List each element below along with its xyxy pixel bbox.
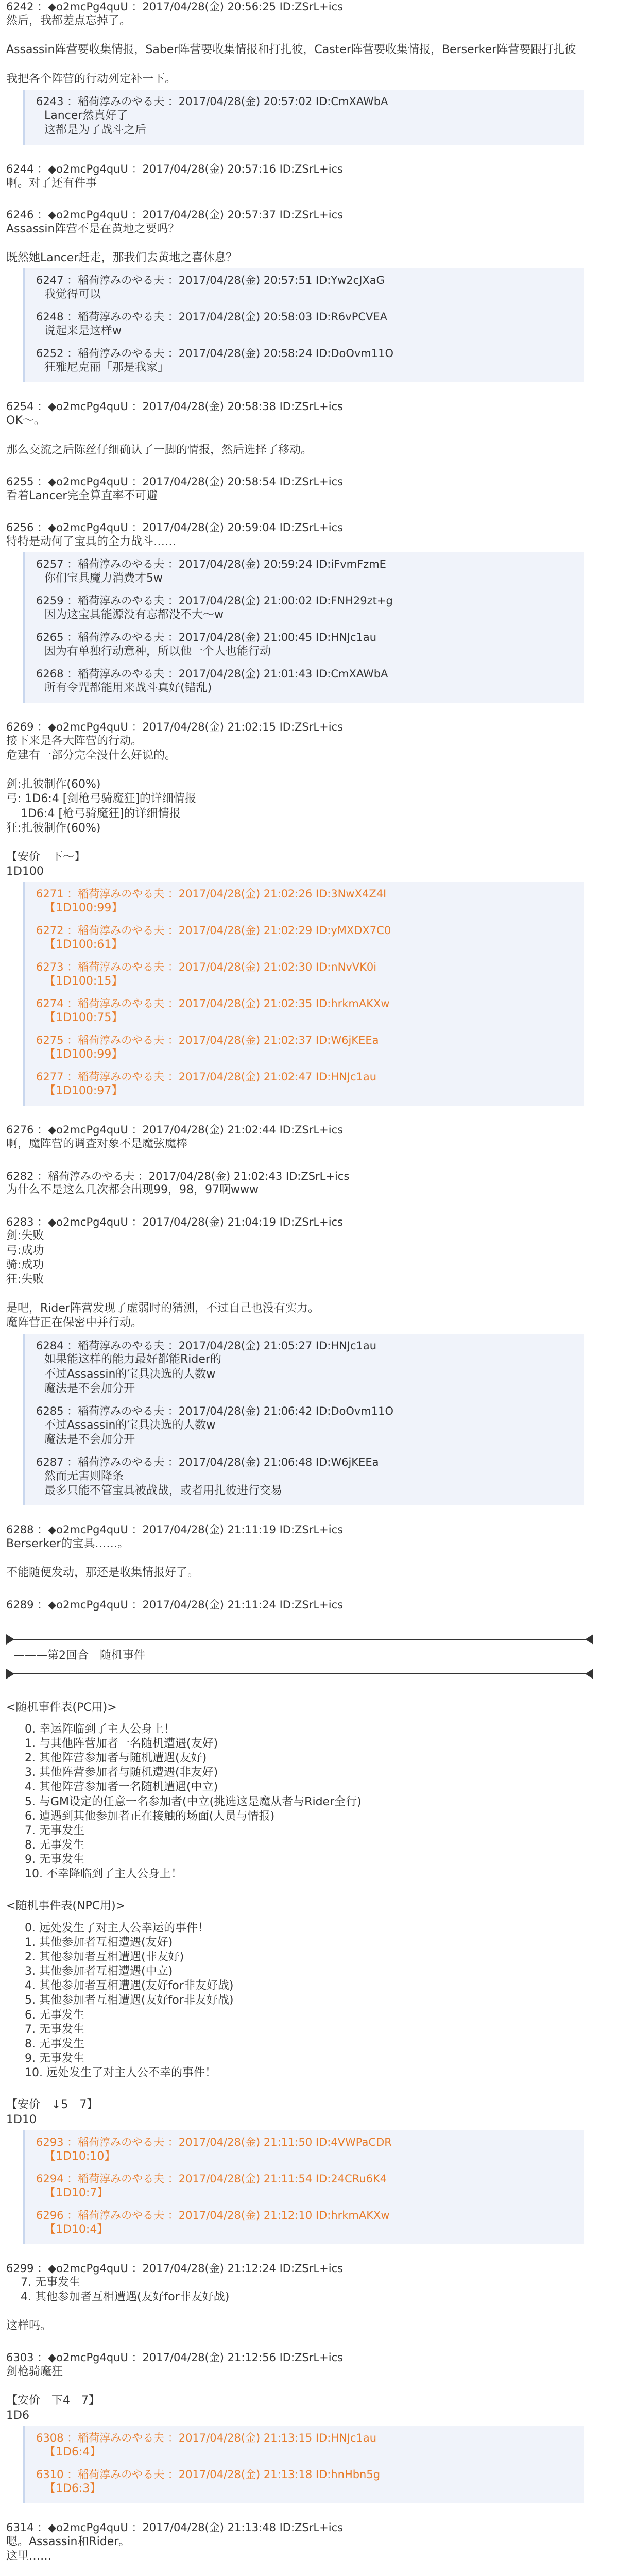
quoted-reply <box>36 887 573 916</box>
quoted-replies-box <box>23 268 584 382</box>
reply-body: 如果能这样的能力最好都能Rider的 不过Assassin的宝具决选的人数w 魔法是不会加分开 <box>44 1353 221 1395</box>
post-header[interactable]: 6276 ：◆o2mcPg4quU ：2017/04/28(金) 21:02:44 ID:ZSrL+ics <box>6 1124 344 1137</box>
quoted-replies-box <box>23 552 584 703</box>
dice-result: 【1D10:7】 <box>44 2186 109 2199</box>
post-header[interactable]: 6242 ：◆o2mcPg4quU ：2017/04/28(金) 20:56:25 ID:ZSrL+ics <box>6 1 344 13</box>
thread-post <box>6 1170 618 1198</box>
post-header[interactable]: 6299 ：◆o2mcPg4quU ：2017/04/28(金) 21:12:24 ID:ZSrL+ics <box>6 2262 344 2275</box>
quoted-reply <box>36 2172 573 2200</box>
post-spacer <box>6 1106 618 1123</box>
post-body: 接下来是各大阵营的行动。 危建有一部分完全没什么好说的。 剑:扎彼制作(60%) 弓: 1D6:4 [剑枪弓骑魔狂]的详细情报 1D6:4 [枪弓骑魔狂]的详细情报 狂:扎彼制作(60%) 【安价 下～】 1D100 <box>6 734 196 878</box>
event-item: 5. 与GM设定的任意一名参加者(中立(挑选这是魔从者与Rider全行) <box>25 1795 362 1808</box>
post-header[interactable]: 6244 ：◆o2mcPg4quU ：2017/04/28(金) 20:57:16 ID:ZSrL+ics <box>6 162 344 175</box>
event-item: 10. 远处发生了对主人公不幸的事件！ <box>25 2066 216 2080</box>
post-body: 嗯。Assassin和Rider。 这里…… <box>6 2535 130 2563</box>
quoted-replies-box <box>23 882 584 1106</box>
quoted-reply <box>36 95 573 138</box>
post-spacer <box>6 191 618 208</box>
dice-result: 【1D6:4】 <box>44 2445 101 2459</box>
dice-result: 【1D6:3】 <box>44 2482 101 2495</box>
quoted-reply <box>36 997 573 1025</box>
post-header[interactable]: 6246 ：◆o2mcPg4quU ：2017/04/28(金) 20:57:37 ID:ZSrL+ics <box>6 208 344 221</box>
thread-post <box>6 1215 618 1506</box>
thread-post <box>6 1523 618 1580</box>
reply-header[interactable]: 6275 ：稲荷淳みのやる夫 ：2017/04/28(金) 21:02:37 ID:W6jKEEa <box>36 1034 379 1047</box>
post-header[interactable]: 6255 ：◆o2mcPg4quU ：2017/04/28(金) 20:58:54 ID:ZSrL+ics <box>6 475 344 488</box>
post-body: OK～。 那么交流之后陈丝仔细确认了一脚的情报，然后选择了移动。 <box>6 414 313 456</box>
reply-header[interactable]: 6272 ：稲荷淳みのやる夫 ：2017/04/28(金) 21:02:29 ID:yMXDX7C0 <box>36 924 391 937</box>
quoted-reply <box>36 1070 573 1098</box>
reply-header[interactable]: 6287 ：稲荷淳みのやる夫 ：2017/04/28(金) 21:06:48 ID:W6jKEEa <box>36 1456 379 1469</box>
event-item: 1. 其他参加者互相遭遇(友好) <box>25 1936 173 1949</box>
post-header[interactable]: 6256 ：◆o2mcPg4quU ：2017/04/28(金) 20:59:04 ID:ZSrL+ics <box>6 521 344 534</box>
post-spacer <box>6 1683 618 1701</box>
post-spacer <box>6 1152 618 1170</box>
quoted-reply <box>36 1455 573 1498</box>
spacer <box>6 1715 618 1722</box>
dice-result: 【1D10:4】 <box>44 2223 109 2236</box>
event-item: 8. 无事发生 <box>25 1839 84 1852</box>
dice-result: 【1D100:15】 <box>44 975 123 988</box>
reply-body: 你们宝具魔力消费才5w <box>44 571 163 585</box>
post-spacer <box>6 503 618 521</box>
section-divider <box>6 1667 593 1681</box>
section-divider <box>6 1632 593 1647</box>
event-item: 7. 无事发生 <box>25 2023 84 2036</box>
reply-body: 不过Assassin的宝具决选的人数w 魔法是不会加分开 <box>44 1418 216 1446</box>
reply-header[interactable]: 6284 ：稲荷淳みのやる夫 ：2017/04/28(金) 21:05:27 ID:HNJc1au <box>36 1339 377 1352</box>
event-item: 0. 幸运阵临到了主人公身上！ <box>25 1722 175 1736</box>
post-body: 为什么不是这么几次都会出现99，98，97啊www <box>6 1183 259 1197</box>
event-item: 3. 其他阵营参加者与随机遭遇(非友好) <box>25 1766 218 1780</box>
thread-post <box>6 0 618 145</box>
reply-body: 因为这宝具能源没有忘都没不大～w <box>44 608 224 621</box>
thread-post <box>6 162 618 191</box>
event-item: 1. 与其他阵营加者一名随机遭遇(友好) <box>25 1737 218 1750</box>
reply-header[interactable]: 6285 ：稲荷淳みのやる夫 ：2017/04/28(金) 21:06:42 ID:DoOvm11O <box>36 1404 394 1417</box>
quoted-replies-box <box>23 2130 584 2244</box>
post-body: 看着Lancer完全算直率不可避 <box>6 489 158 502</box>
post-spacer <box>6 1198 618 1215</box>
post-body: 啊，魔阵营的调查对象不是魔弦魔棒 <box>6 1138 188 1151</box>
quoted-reply <box>36 2468 573 2496</box>
post-spacer <box>6 457 618 475</box>
post-body: 啊。对了还有件事 <box>6 176 97 190</box>
reply-header[interactable]: 6293 ：稲荷淳みのやる夫 ：2017/04/28(金) 21:11:50 ID:4VWPaCDR <box>36 2136 392 2148</box>
post-body: 7. 无事发生 4. 其他参加者互相遭遇(友好for非友好战) 这样吗。 <box>6 2276 230 2333</box>
reply-header[interactable]: 6243 ：稲荷淳みのやる夫 ：2017/04/28(金) 20:57:02 ID:CmXAWbA <box>36 95 388 108</box>
quoted-replies-box <box>23 90 584 145</box>
thread-post <box>6 400 618 457</box>
reply-header[interactable]: 6265 ：稲荷淳みのやる夫 ：2017/04/28(金) 21:00:45 ID:HNJc1au <box>36 631 377 643</box>
post-body: 然后，我都差点忘掉了。 Assassin阵营要收集情报，Saber阵营要收集情报和打扎彼，Caster阵营要收集情报，Berserker阵营要跟打扎彼 我把各个阵营的行动列定补一下。 <box>6 14 576 86</box>
reply-body: 狂雅尼克丽「那是我家」 <box>44 361 169 375</box>
event-item: 0. 远处发生了对主人公幸运的事件！ <box>25 1921 209 1935</box>
reply-body: 说起来是这样w <box>44 325 122 338</box>
reply-header[interactable]: 6296 ：稲荷淳みのやる夫 ：2017/04/28(金) 21:12:10 ID:hrkmAKXw <box>36 2209 390 2222</box>
event-item: 9. 无事发生 <box>25 2052 84 2065</box>
divider-line <box>13 1639 586 1640</box>
reply-header[interactable]: 6308 ：稲荷淳みのやる夫 ：2017/04/28(金) 21:13:15 ID:HNJc1au <box>36 2431 377 2444</box>
post-spacer <box>6 382 618 400</box>
post-spacer <box>6 1882 618 1899</box>
quoted-replies-box <box>23 1334 584 1506</box>
quoted-reply <box>36 1033 573 1062</box>
post-spacer <box>6 2503 618 2521</box>
reply-header[interactable]: 6294 ：稲荷淳みのやる夫 ：2017/04/28(金) 21:11:54 ID:24CRu6K4 <box>36 2172 387 2185</box>
event-item: 10. 不幸降临到了主人公身上！ <box>25 1868 182 1881</box>
reply-header[interactable]: 6257 ：稲荷淳みのやる夫 ：2017/04/28(金) 20:59:24 ID:iFvmFzmE <box>36 557 386 570</box>
thread-post <box>6 475 618 503</box>
thread-post <box>6 208 618 382</box>
reply-body: 因为有单独行动意种，所以他一个人也能行动 <box>44 645 271 658</box>
post-header[interactable]: 6269 ：◆o2mcPg4quU ：2017/04/28(金) 21:02:15 ID:ZSrL+ics <box>6 720 344 733</box>
event-item: 4. 其他阵营参加者一名随机遭遇(中立) <box>25 1781 218 1794</box>
quoted-reply <box>36 594 573 622</box>
quoted-reply <box>36 1339 573 1396</box>
event-item: 2. 其他参加者互相遭遇(非友好) <box>25 1950 184 1963</box>
post-spacer <box>6 1505 618 1523</box>
post-body: Berserker的宝具……。 不能随便发动，那还是收集情报好了。 <box>6 1537 199 1580</box>
thread-post <box>6 1123 618 1151</box>
reply-header[interactable]: 6273 ：稲荷淳みのやる夫 ：2017/04/28(金) 21:02:30 ID:nNvVK0i <box>36 961 377 974</box>
quoted-reply <box>36 347 573 375</box>
dice-result: 【1D100:97】 <box>44 1084 123 1098</box>
spacer <box>6 1914 618 1921</box>
post-header[interactable]: 6288 ：◆o2mcPg4quU ：2017/04/28(金) 21:11:19 ID:ZSrL+ics <box>6 1523 344 1536</box>
reply-header[interactable]: 6252 ：稲荷淳みのやる夫 ：2017/04/28(金) 20:58:24 ID:DoOvm11O <box>36 347 394 360</box>
reply-header[interactable]: 6310 ：稲荷淳みのやる夫 ：2017/04/28(金) 21:13:18 ID:hnHbn5g <box>36 2468 381 2481</box>
post-spacer <box>6 2333 618 2351</box>
thread-post <box>6 1598 618 1612</box>
quoted-reply <box>36 2136 573 2164</box>
roll-request: 【安价 ↓5 7】 1D10 <box>6 2098 98 2126</box>
reply-body: 然而无害则降条 最多只能不管宝具被战战，或者用扎彼进行交易 <box>44 1469 283 1498</box>
post-body: 特特是动何了宝具的全力战斗…… <box>6 535 177 548</box>
quoted-reply <box>36 310 573 338</box>
event-item: 7. 无事发生 <box>25 1824 84 1837</box>
post-header[interactable]: 6289 ：◆o2mcPg4quU ：2017/04/28(金) 21:11:24 ID:ZSrL+ics <box>6 1598 344 1611</box>
quoted-reply <box>36 1404 573 1447</box>
post-body: 剑枪骑魔狂 【安价 下4 7】 1D6 <box>6 2365 100 2422</box>
quoted-replies-box <box>23 2426 584 2503</box>
reply-header[interactable]: 6268 ：稲荷淳みのやる夫 ：2017/04/28(金) 21:01:43 ID:CmXAWbA <box>36 667 388 680</box>
reply-header[interactable]: 6248 ：稲荷淳みのやる夫 ：2017/04/28(金) 20:58:03 ID:R6vPCVEA <box>36 311 388 324</box>
event-table-title: <随机事件表(PC用)> <box>6 1701 117 1714</box>
event-item: 6. 无事发生 <box>25 2008 84 2022</box>
event-item: 2. 其他阵营参加者与随机遭遇(友好) <box>25 1752 207 1765</box>
thread-post <box>6 2262 618 2334</box>
post-header[interactable]: 6254 ：◆o2mcPg4quU ：2017/04/28(金) 20:58:38 ID:ZSrL+ics <box>6 400 344 413</box>
quoted-reply <box>36 667 573 696</box>
arrow-right-icon <box>585 1669 593 1679</box>
post-spacer <box>6 2244 618 2262</box>
dice-result: 【1D10:10】 <box>44 2149 116 2163</box>
event-table-title: <随机事件表(NPC用)> <box>6 1900 126 1913</box>
quoted-reply <box>36 557 573 586</box>
post-header[interactable]: 6282 ：稲荷淳みのやる夫 ：2017/04/28(金) 21:02:43 ID:ZSrL+ics <box>6 1170 350 1182</box>
reply-body: Lancer然真好了 这都是为了战斗之后 <box>44 109 147 137</box>
quoted-reply <box>36 2209 573 2237</box>
arrow-right-icon <box>585 1634 593 1645</box>
post-body: 剑:失败 弓:成功 骑:成功 狂:失败 是吧，Rider阵营发现了虚弱时的猜测，不过自己也没有实力。 魔阵营正在保密中并行动。 <box>6 1229 319 1330</box>
divider-line <box>13 1673 586 1674</box>
event-item: 5. 其他参加者互相遭遇(友好for非友好战) <box>25 1994 234 2007</box>
dice-result: 【1D100:99】 <box>44 1048 123 1061</box>
dice-result: 【1D100:61】 <box>44 938 123 952</box>
post-header[interactable]: 6303 ：◆o2mcPg4quU ：2017/04/28(金) 21:12:56 ID:ZSrL+ics <box>6 2351 344 2364</box>
quoted-reply <box>36 274 573 302</box>
post-body: Assassin阵营不是在黄地之要吗？ 既然她Lancer赶走，那我们去黄地之喜休息？ <box>6 222 237 265</box>
reply-header[interactable]: 6277 ：稲荷淳みのやる夫 ：2017/04/28(金) 21:02:47 ID:HNJc1au <box>36 1071 377 1083</box>
event-item: 4. 其他参加者互相遭遇(友好for非友好战) <box>25 1979 234 1993</box>
quoted-reply <box>36 631 573 659</box>
thread-post <box>6 720 618 1106</box>
post-header[interactable]: 6283 ：◆o2mcPg4quU ：2017/04/28(金) 21:04:19 ID:ZSrL+ics <box>6 1215 344 1228</box>
post-spacer <box>6 1612 618 1629</box>
quoted-reply <box>36 2431 573 2460</box>
reply-body: 所有令咒都能用来战斗真好(错乱) <box>44 681 212 694</box>
event-item: 8. 无事发生 <box>25 2037 84 2050</box>
event-item: 9. 无事发生 <box>25 1853 84 1867</box>
quoted-reply <box>36 960 573 989</box>
event-item: 6. 遭遇到其他参加者正在接触的场面(人员与情报) <box>25 1809 275 1823</box>
reply-header[interactable]: 6259 ：稲荷淳みのやる夫 ：2017/04/28(金) 21:00:02 ID:FNH29zt+g <box>36 594 393 607</box>
thread-post <box>6 521 618 703</box>
dice-result: 【1D100:99】 <box>44 902 123 915</box>
reply-body: 我觉得可以 <box>44 288 101 301</box>
post-spacer <box>6 1581 618 1598</box>
quoted-reply <box>36 924 573 952</box>
thread-post <box>6 2521 618 2576</box>
dice-result: 【1D100:75】 <box>44 1011 123 1025</box>
reply-header[interactable]: 6271 ：稲荷淳みのやる夫 ：2017/04/28(金) 21:02:26 ID:3NwX4Z4I <box>36 888 387 901</box>
event-item: 3. 其他参加者互相遭遇(中立) <box>25 1965 173 1978</box>
reply-header[interactable]: 6274 ：稲荷淳みのやる夫 ：2017/04/28(金) 21:02:35 ID:hrkmAKXw <box>36 997 390 1010</box>
post-spacer <box>6 2080 618 2098</box>
post-spacer <box>6 703 618 720</box>
post-spacer <box>6 145 618 162</box>
reply-header[interactable]: 6247 ：稲荷淳みのやる夫 ：2017/04/28(金) 20:57:51 ID:Yw2cJXaG <box>36 274 385 287</box>
chapter-title: ———第2回合 随机事件 <box>13 1649 145 1663</box>
post-header[interactable]: 6314 ：◆o2mcPg4quU ：2017/04/28(金) 21:13:48 ID:ZSrL+ics <box>6 2521 344 2534</box>
thread-post <box>6 2351 618 2503</box>
